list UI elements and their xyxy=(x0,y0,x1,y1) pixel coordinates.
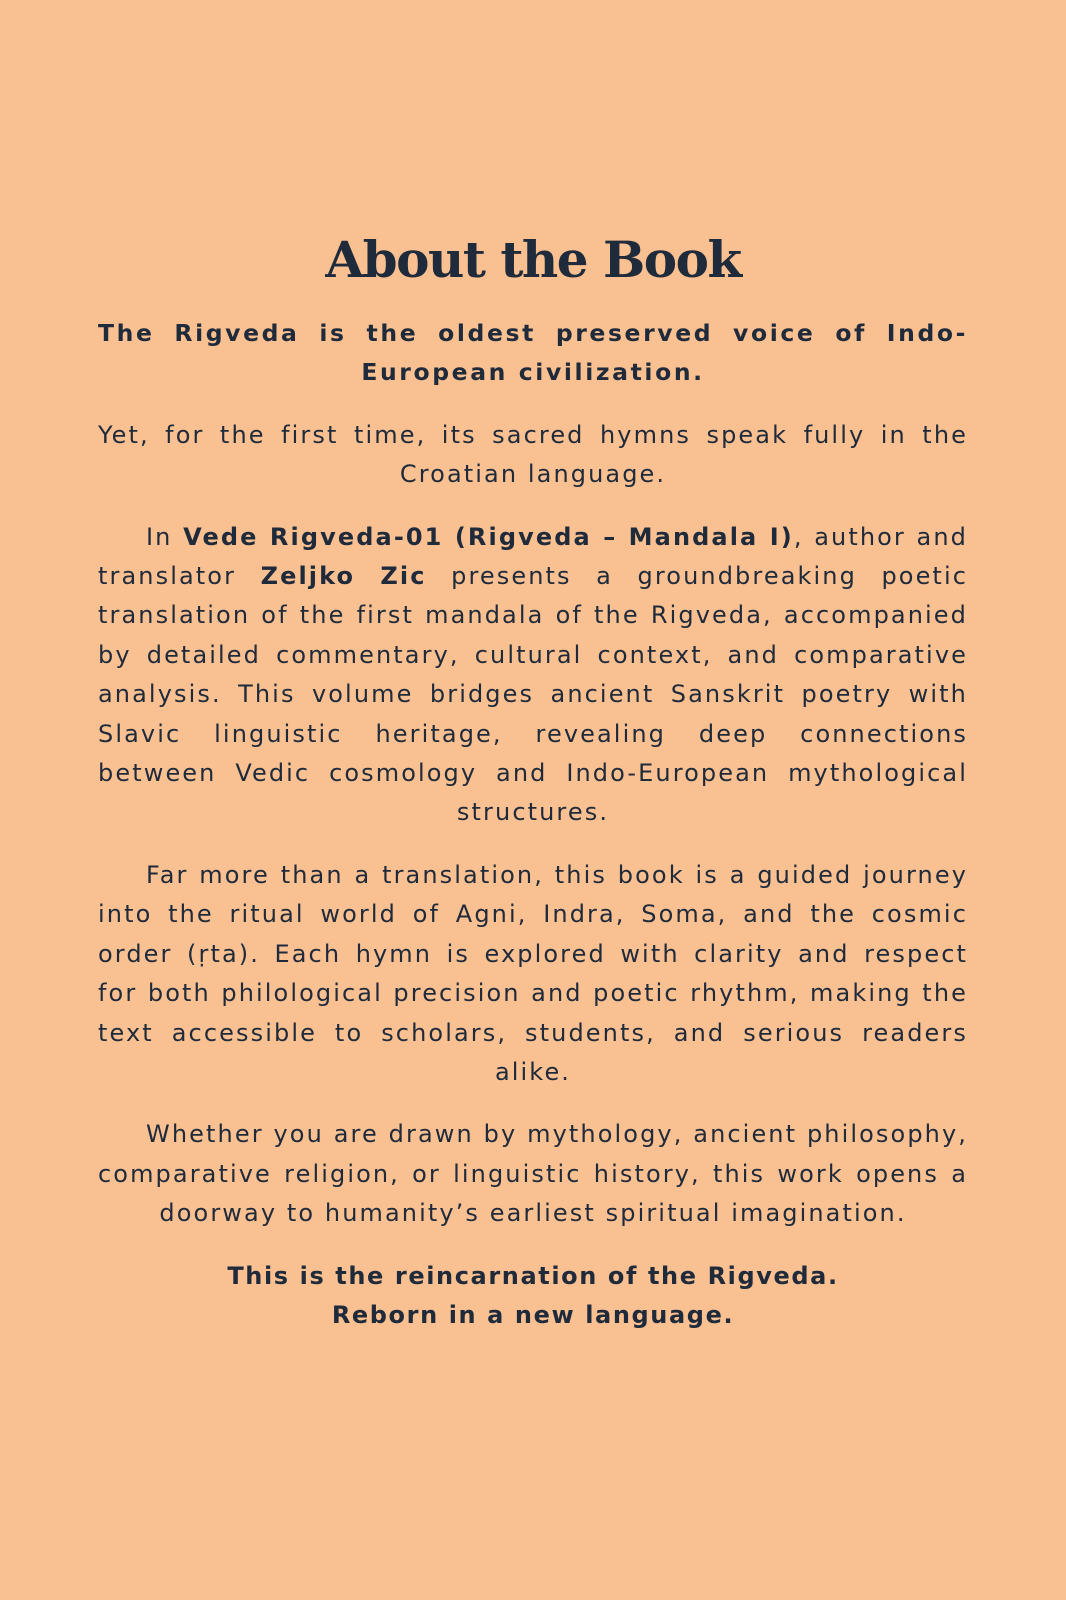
description-middle: , author and translator xyxy=(98,522,969,591)
closing-statement xyxy=(98,1257,968,1336)
book-description-paragraph xyxy=(98,518,968,833)
description-prefix: In xyxy=(146,522,184,551)
book-title: Vede Rigveda-01 (Rigveda – Mandala I) xyxy=(183,522,794,551)
description-rest: presents a groundbreaking poetic translation of the first mandala of the Rigveda, accompanied by detailed commentary, cultural context, and comparative analysis. This volume bridges ancient Sanskrit poetry with Slavic linguistic heritage, revealing deep connections between Vedic cosmology and Indo-European mythological structures. xyxy=(98,562,969,827)
first-time-paragraph: Yet, for the first time, its sacred hymns speak fully in the Croatian language. xyxy=(98,420,968,489)
closing-line-1: This is the reincarnation of the Rigveda. xyxy=(227,1261,839,1290)
page-title: About the Book xyxy=(325,230,741,289)
journey-paragraph: Far more than a translation, this book is a guided journey into the ritual world of Agni, Indra, Soma, and the cosmic order (ṛta). Each hymn is explored with clarity and respect for both philological precision and poetic rhythm, making the text accessible to scholars, students, and serious readers alike. xyxy=(98,860,968,1086)
closing-line-2: Reborn in a new language. xyxy=(331,1300,735,1329)
audience-paragraph: Whether you are drawn by mythology, ancient philosophy, comparative religion, or linguistic history, this work opens a doorway to humanity’s earliest spiritual imagination. xyxy=(98,1120,968,1228)
author-name: Zeljko Zic xyxy=(260,562,427,591)
intro-paragraph: The Rigveda is the oldest preserved voice of Indo-European civilization. xyxy=(98,319,968,387)
